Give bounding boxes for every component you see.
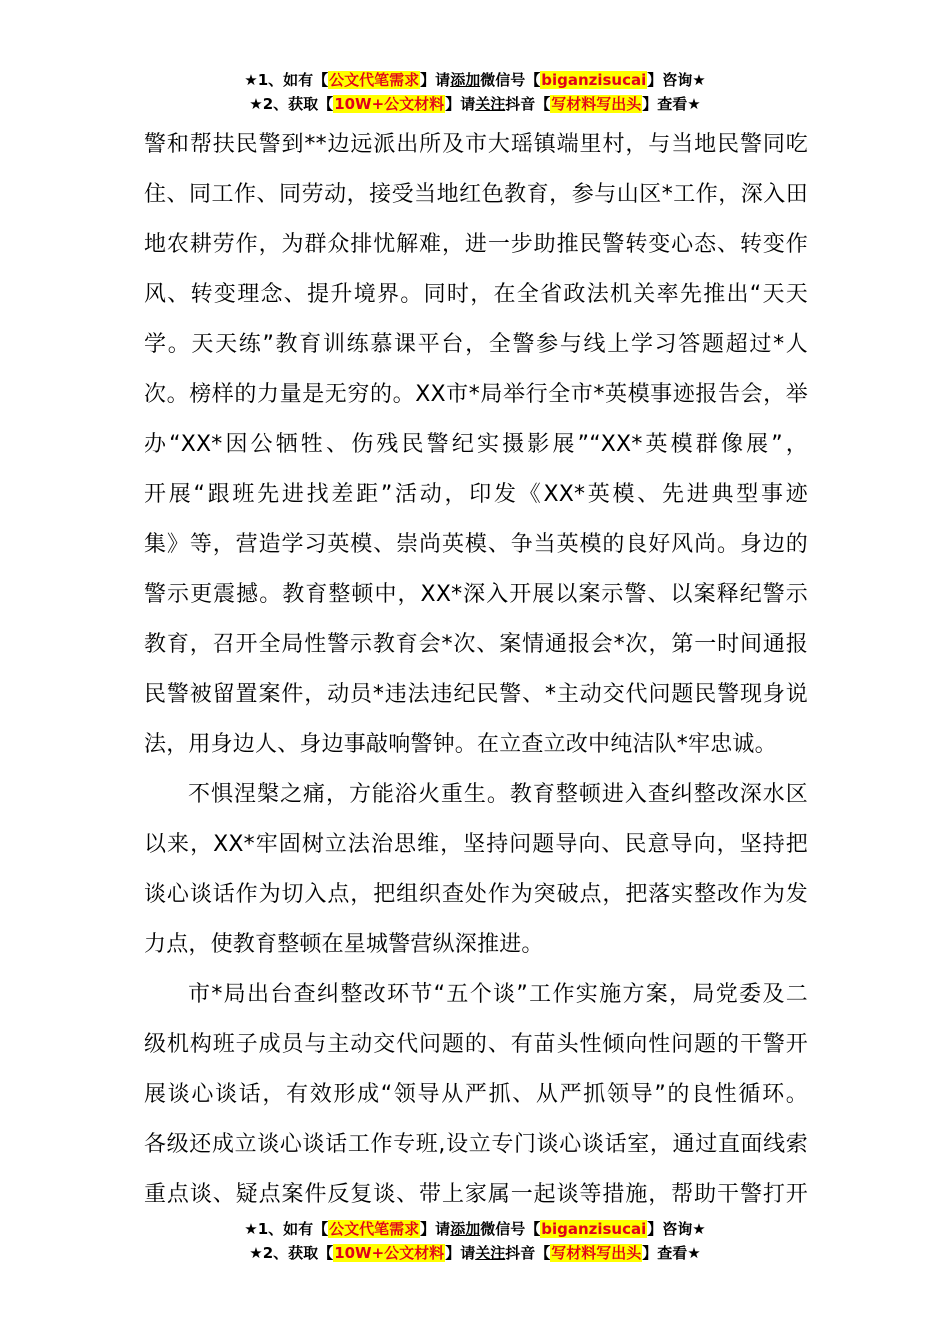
- text-line: 展谈心谈话，有效形成“领导从严抓、从严抓领导”的良性循环。: [144, 1082, 808, 1107]
- banner-underline: 添加: [450, 1220, 481, 1238]
- text-line: 风、转变理念、提升境界。同时，在全省政法机关率先推出“天天: [144, 282, 808, 307]
- text-line: 住、同工作、同劳动，接受当地红色教育，参与山区*工作，深入田: [144, 182, 808, 207]
- text-line: 谈心谈话作为切入点，把组织查处作为突破点，把落实整改作为发: [144, 882, 808, 907]
- text-line: 不惧涅槃之痛，方能浴火重生。教育整顿进入查纠整改深水区: [188, 782, 808, 807]
- banner-line-1: [0, 1217, 950, 1241]
- banner-text: 抖音【: [505, 95, 551, 113]
- text-line: 警和帮扶民警到**边远派出所及市大瑶镇端里村，与当地民警同吃: [144, 132, 808, 157]
- banner-text: 】咨询★: [647, 1220, 706, 1238]
- document-body: [144, 120, 808, 1220]
- banner-text: 】咨询★: [647, 71, 706, 89]
- text-line: 开展“跟班先进找差距”活动，印发《XX*英模、先进典型事迹: [144, 482, 808, 507]
- banner-highlight: 写材料写出头: [551, 95, 642, 113]
- banner-underline: 关注: [475, 1244, 506, 1262]
- text-line: 市*局出台查纠整改环节“五个谈”工作实施方案，局党委及二: [188, 982, 808, 1007]
- banner-highlight: 10W+公文材料: [334, 1244, 445, 1262]
- text-line: 教育，召开全局性警示教育会*次、案情通报会*次，第一时间通报: [144, 632, 808, 657]
- banner-underline: 添加: [450, 71, 481, 89]
- banner-text: 微信号【: [480, 71, 541, 89]
- text-line: 集》等，营造学习英模、崇尚英模、争当英模的良好风尚。身边的: [144, 532, 808, 557]
- text-line: 民警被留置案件，动员*违法违纪民警、*主动交代问题民警现身说: [144, 682, 808, 707]
- banner-text: ★2、获取【: [249, 95, 334, 113]
- banner-text: ★2、获取【: [249, 1244, 334, 1262]
- text-line: 学。天天练”教育训练慕课平台，全警参与线上学习答题超过*人: [144, 332, 808, 357]
- banner-text: 】请: [445, 1244, 476, 1262]
- banner-text: 】请: [445, 95, 476, 113]
- banner-text: 抖音【: [505, 1244, 551, 1262]
- text-line: 各级还成立谈心谈话工作专班,设立专门谈心谈话室，通过直面线索: [144, 1132, 808, 1157]
- text-line: 重点谈、疑点案件反复谈、带上家属一起谈等措施，帮助干警打开: [144, 1182, 808, 1207]
- text-line: 地农耕劳作，为群众排忧解难，进一步助推民警转变心态、转变作: [144, 232, 808, 257]
- text-line: 以来，XX*牢固树立法治思维，坚持问题导向、民意导向，坚持把: [144, 832, 808, 857]
- banner-text: ★1、如有【: [244, 1220, 329, 1238]
- banner-highlight: 10W+公文材料: [334, 95, 445, 113]
- banner-text: 微信号【: [480, 1220, 541, 1238]
- banner-text: 】请: [420, 71, 451, 89]
- banner-text: 】请: [420, 1220, 451, 1238]
- banner-highlight: 公文代笔需求: [329, 1220, 420, 1238]
- banner-line-2: [0, 92, 950, 116]
- text-line: 法，用身边人、身边事敲响警钟。在立查立改中纯洁队*牢忠诚。: [144, 732, 777, 757]
- banner-line-2: [0, 1241, 950, 1265]
- text-line: 警示更震撼。教育整顿中，XX*深入开展以案示警、以案释纪警示: [144, 582, 808, 607]
- text-line: 力点，使教育整顿在星城警营纵深推进。: [144, 932, 544, 957]
- banner-highlight: biganzisucai: [541, 71, 647, 89]
- header-banner: [0, 68, 950, 116]
- banner-text: 】查看★: [642, 1244, 701, 1262]
- banner-highlight: 公文代笔需求: [329, 71, 420, 89]
- text-line: 办“XX*因公牺牲、伤残民警纪实摄影展”“XX*英模群像展”，: [144, 432, 808, 457]
- text-line: 级机构班子成员与主动交代问题的、有苗头性倾向性问题的干警开: [144, 1032, 808, 1057]
- footer-banner: [0, 1217, 950, 1265]
- banner-highlight: 写材料写出头: [551, 1244, 642, 1262]
- banner-line-1: [0, 68, 950, 92]
- banner-highlight: biganzisucai: [541, 1220, 647, 1238]
- banner-text: 】查看★: [642, 95, 701, 113]
- banner-underline: 关注: [475, 95, 506, 113]
- text-line: 次。榜样的力量是无穷的。XX市*局举行全市*英模事迹报告会，举: [144, 382, 808, 407]
- banner-text: ★1、如有【: [244, 71, 329, 89]
